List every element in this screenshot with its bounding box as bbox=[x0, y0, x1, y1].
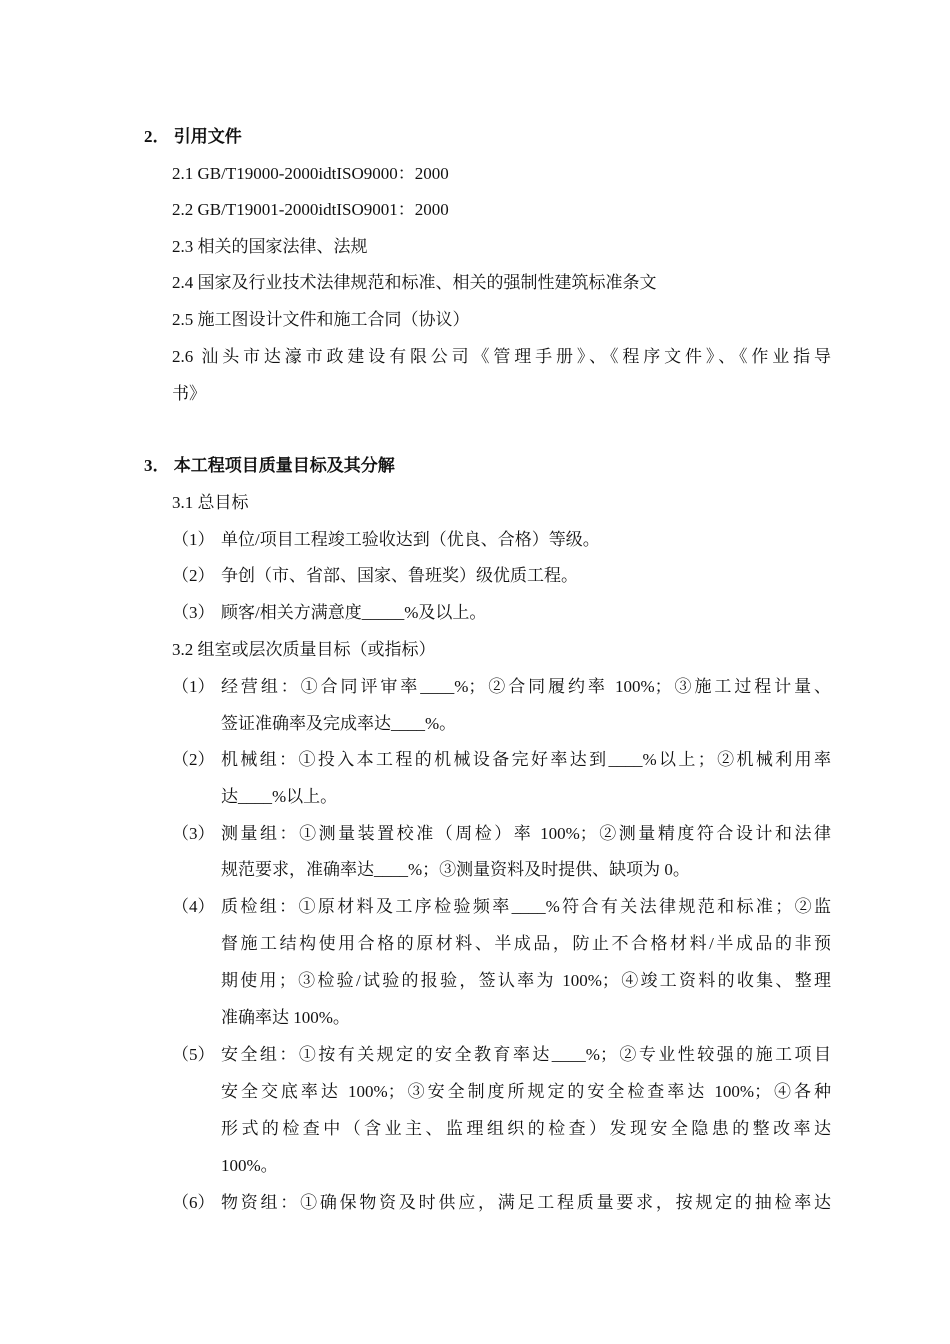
group-5-line-3: 形式的检查中（含业主、监理组织的检查）发现安全隐患的整改率达 bbox=[221, 1119, 831, 1138]
group-5-line-2: 安全交底率达 100%；③安全制度所规定的安全检查率达 100%；④各种 bbox=[221, 1082, 831, 1101]
ref-item-2-6-cont: 书》 bbox=[172, 384, 206, 403]
group-2-line-2: 达____%以上。 bbox=[221, 787, 338, 806]
group-1-num: （1） bbox=[172, 677, 215, 696]
goal-3-text: 顾客/相关方满意度_____%及以上。 bbox=[221, 603, 487, 622]
group-4-line-3: 期使用；③检验/试验的报验，签认率为 100%；④竣工资料的收集、整理 bbox=[221, 971, 831, 990]
ref-item-2-1: 2.1 GB/T19000-2000idtISO9000：2000 bbox=[172, 164, 449, 183]
goal-1-text: 单位/项目工程竣工验收达到（优良、合格）等级。 bbox=[221, 530, 600, 549]
ref-item-2-2: 2.2 GB/T19001-2000idtISO9001：2000 bbox=[172, 200, 449, 219]
group-6-num: （6） bbox=[172, 1193, 215, 1212]
subsection-3-2: 3.2 组室或层次质量目标（或指标） bbox=[172, 640, 436, 659]
group-5-line-4: 100%。 bbox=[221, 1156, 278, 1175]
goal-3-num: （3） bbox=[172, 603, 215, 622]
group-6-line-1: 物资组：①确保物资及时供应，满足工程质量要求，按规定的抽检率达 bbox=[221, 1193, 831, 1212]
goal-1-num: （1） bbox=[172, 530, 215, 549]
group-3-line-2: 规范要求，准确率达____%；③测量资料及时提供、缺项为 0。 bbox=[221, 860, 690, 879]
group-4-num: （4） bbox=[172, 897, 215, 916]
group-2-num: （2） bbox=[172, 750, 215, 769]
group-4-line-1: 质检组：①原材料及工序检验频率____%符合有关法律规范和标准；②监 bbox=[221, 897, 831, 916]
goal-2-text: 争创（市、省部、国家、鲁班奖）级优质工程。 bbox=[221, 566, 578, 585]
group-4-line-4: 准确率达 100%。 bbox=[221, 1008, 350, 1027]
ref-item-2-5: 2.5 施工图设计文件和施工合同（协议） bbox=[172, 310, 470, 329]
group-1-line-2: 签证准确率及完成率达____%。 bbox=[221, 714, 457, 733]
goal-2-num: （2） bbox=[172, 566, 215, 585]
subsection-3-1: 3.1 总目标 bbox=[172, 493, 249, 512]
group-1-line-1: 经营组：①合同评审率____%；②合同履约率 100%；③施工过程计量、 bbox=[221, 677, 831, 696]
ref-item-2-6: 2.6 汕头市达濠市政建设有限公司《管理手册》、《程序文件》、《作业指导 bbox=[172, 347, 831, 366]
group-5-num: （5） bbox=[172, 1045, 215, 1064]
group-5-line-1: 安全组：①按有关规定的安全教育率达____%；②专业性较强的施工项目 bbox=[221, 1045, 831, 1064]
section-3-heading: 3． 本工程项目质量目标及其分解 bbox=[144, 456, 395, 475]
group-2-line-1: 机械组：①投入本工程的机械设备完好率达到____%以上；②机械利用率 bbox=[221, 750, 831, 769]
section-2-heading: 2． 引用文件 bbox=[144, 127, 242, 146]
ref-item-2-4: 2.4 国家及行业技术法律规范和标准、相关的强制性建筑标准条文 bbox=[172, 273, 657, 292]
ref-item-2-3: 2.3 相关的国家法律、法规 bbox=[172, 237, 368, 256]
group-4-line-2: 督施工结构使用合格的原材料、半成品，防止不合格材料/半成品的非预 bbox=[221, 934, 831, 953]
group-3-line-1: 测量组：①测量装置校准（周检）率 100%；②测量精度符合设计和法律 bbox=[221, 824, 831, 843]
group-3-num: （3） bbox=[172, 824, 215, 843]
